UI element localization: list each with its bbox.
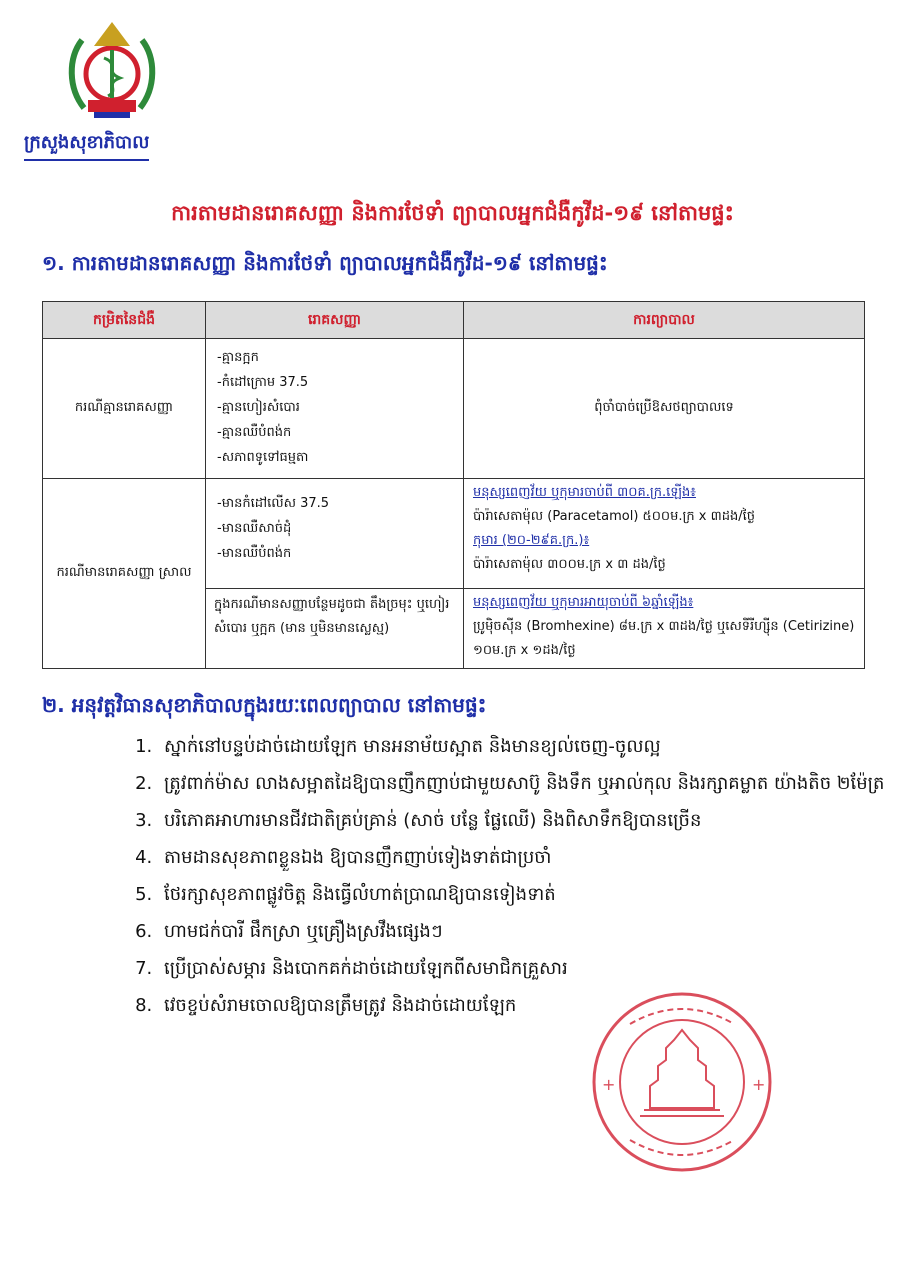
page-title: ការតាមដានរោគសញ្ញា និងការថែទាំ ព្យាបាលអ្នកជំងឺកូវីដ-១៩ នៅតាមផ្ទះ [171, 201, 734, 225]
col-header-symptoms: រោគសញ្ញា [206, 302, 464, 339]
treatment-heading: កុមារ (២០-២៩គ.ក្រ.)៖ [473, 533, 590, 548]
table-header-row [43, 302, 865, 339]
ministry-name: ក្រសួងសុខាភិបាល [24, 130, 149, 161]
svg-text:+: + [602, 1075, 616, 1094]
treatment-text: ប៉ារ៉ាសេតាម៉ុល (Paracetamol) ៥០០ម.ក្រ x ៣ដង/ថ្ងៃ [473, 509, 755, 524]
treatment-cell [464, 589, 865, 669]
table-row [43, 479, 865, 589]
col-header-level: កម្រិតនៃជំងឺ [43, 302, 206, 339]
treatment-cell [464, 479, 865, 589]
list-item: 7. ប្រើប្រាស់សម្ភារ និងបោកគក់ដាច់ដោយឡែកពីសមាជិកគ្រួសារ [158, 950, 905, 987]
symptoms-cell [206, 479, 464, 589]
svg-text:+: + [752, 1075, 766, 1094]
list-item: 8. វេចខ្ចប់សំរាមចោលឱ្យបានត្រឹមត្រូវ និងដាច់ដោយឡែក [158, 987, 905, 1024]
case-mild-symptoms: ករណីមានរោគសញ្ញា ស្រាល [43, 479, 206, 669]
symptom-item: -មានឈឺសាច់ដុំ [217, 521, 292, 536]
list-item: 3. បរិភោគអាហារមានជីវជាតិគ្រប់គ្រាន់ (សាច់ បន្លែ ផ្លែឈើ) និងពិសាទឹកឱ្យបានច្រើន [158, 802, 905, 839]
section1-heading: ១. ការតាមដានរោគសញ្ញា និងការថែទាំ ព្យាបាលអ្នកជំងឺកូវីដ-១៩ នៅតាមផ្ទះ [42, 251, 608, 275]
treatment-text: ប្រូមុិចស៊ីន (Bromhexine) ៨ម.ក្រ x ៣ដង/ថ្ងៃ ឬសេទីរីហ្ស៊ីន (Cetirizine) ១០ម.ក្រ x ១ដង/ថ្ងៃ [473, 619, 855, 658]
treatment-cell: ពុំចាំបាច់ប្រើឱសថព្យាបាលទេ [464, 339, 865, 479]
list-item: 2. ត្រូវពាក់ម៉ាស លាងសម្អាតដៃឱ្យបានញឹកញាប់ជាមួយសាប៊ូ និងទឹក ឬអាល់កុល និងរក្សាគម្លាត យ៉ាងតិច ២ម៉ែត្រ [158, 765, 905, 802]
list-item: 6. ហាមជក់បារី ផឹកស្រា ឬគ្រឿងស្រវឹងផ្សេងៗ [158, 913, 905, 950]
symptom-item: -កំដៅក្រោម 37.5 [217, 375, 309, 390]
list-item: 4. តាមដានសុខភាពខ្លួនឯង ឱ្យបានញឹកញាប់ទៀងទាត់ជាប្រចាំ [158, 839, 905, 876]
list-item: 1. ស្នាក់នៅបន្ទប់ដាច់ដោយឡែក មានអនាម័យស្អាត និងមានខ្យល់ចេញ-ចូលល្អ [158, 728, 905, 765]
symptom-item: -សភាពទូទៅធម្មតា [217, 450, 309, 465]
treatment-heading: មនុស្សពេញវ័យ ឬកុមារចាប់ពី ៣០គ.ក្រ.ឡើង៖ [473, 485, 696, 500]
symptom-item: -គ្មានឈឺបំពង់ក [217, 425, 292, 440]
extra-symptoms-cell: ក្នុងករណីមានសញ្ញាបន្ថែមដូចជា តឹងច្រមុះ ឬហៀរសំបោរ ឬក្អក (មាន ឬមិនមានស្លេស្ម) [206, 589, 464, 669]
col-header-treatment: ការព្យាបាល [464, 302, 865, 339]
symptom-item: -មានឈឺបំពង់ក [217, 546, 292, 561]
treatment-text: ប៉ារ៉ាសេតាម៉ុល ៣០០ម.ក្រ x ៣ ដង/ថ្ងៃ [473, 557, 666, 572]
ministry-emblem-icon [64, 18, 160, 122]
symptom-item: -គ្មានក្អក [217, 350, 259, 365]
section2-heading: ២. អនុវត្តវិធានសុខាភិបាលក្នុងរយៈពេលព្យាបាល នៅតាមផ្ទះ [42, 693, 487, 717]
home-care-rules-list [126, 728, 905, 1024]
treatment-heading: មនុស្សពេញវ័យ ឬកុមារអាយុចាប់ពី ៦ឆ្នាំឡើង៖ [473, 595, 694, 610]
symptom-item: -មានកំដៅលើស 37.5 [217, 496, 330, 511]
symptoms-cell [206, 339, 464, 479]
list-item: 5. ថែរក្សាសុខភាពផ្លូវចិត្ត និងធ្វើលំហាត់ប្រាណឱ្យបានទៀងទាត់ [158, 876, 905, 913]
official-seal-icon [590, 990, 775, 1175]
case-no-symptoms: ករណីគ្មានរោគសញ្ញា [43, 339, 206, 479]
symptom-item: -គ្មានហៀរសំបោរ [217, 400, 300, 415]
care-table [42, 301, 865, 669]
table-row [43, 339, 865, 479]
